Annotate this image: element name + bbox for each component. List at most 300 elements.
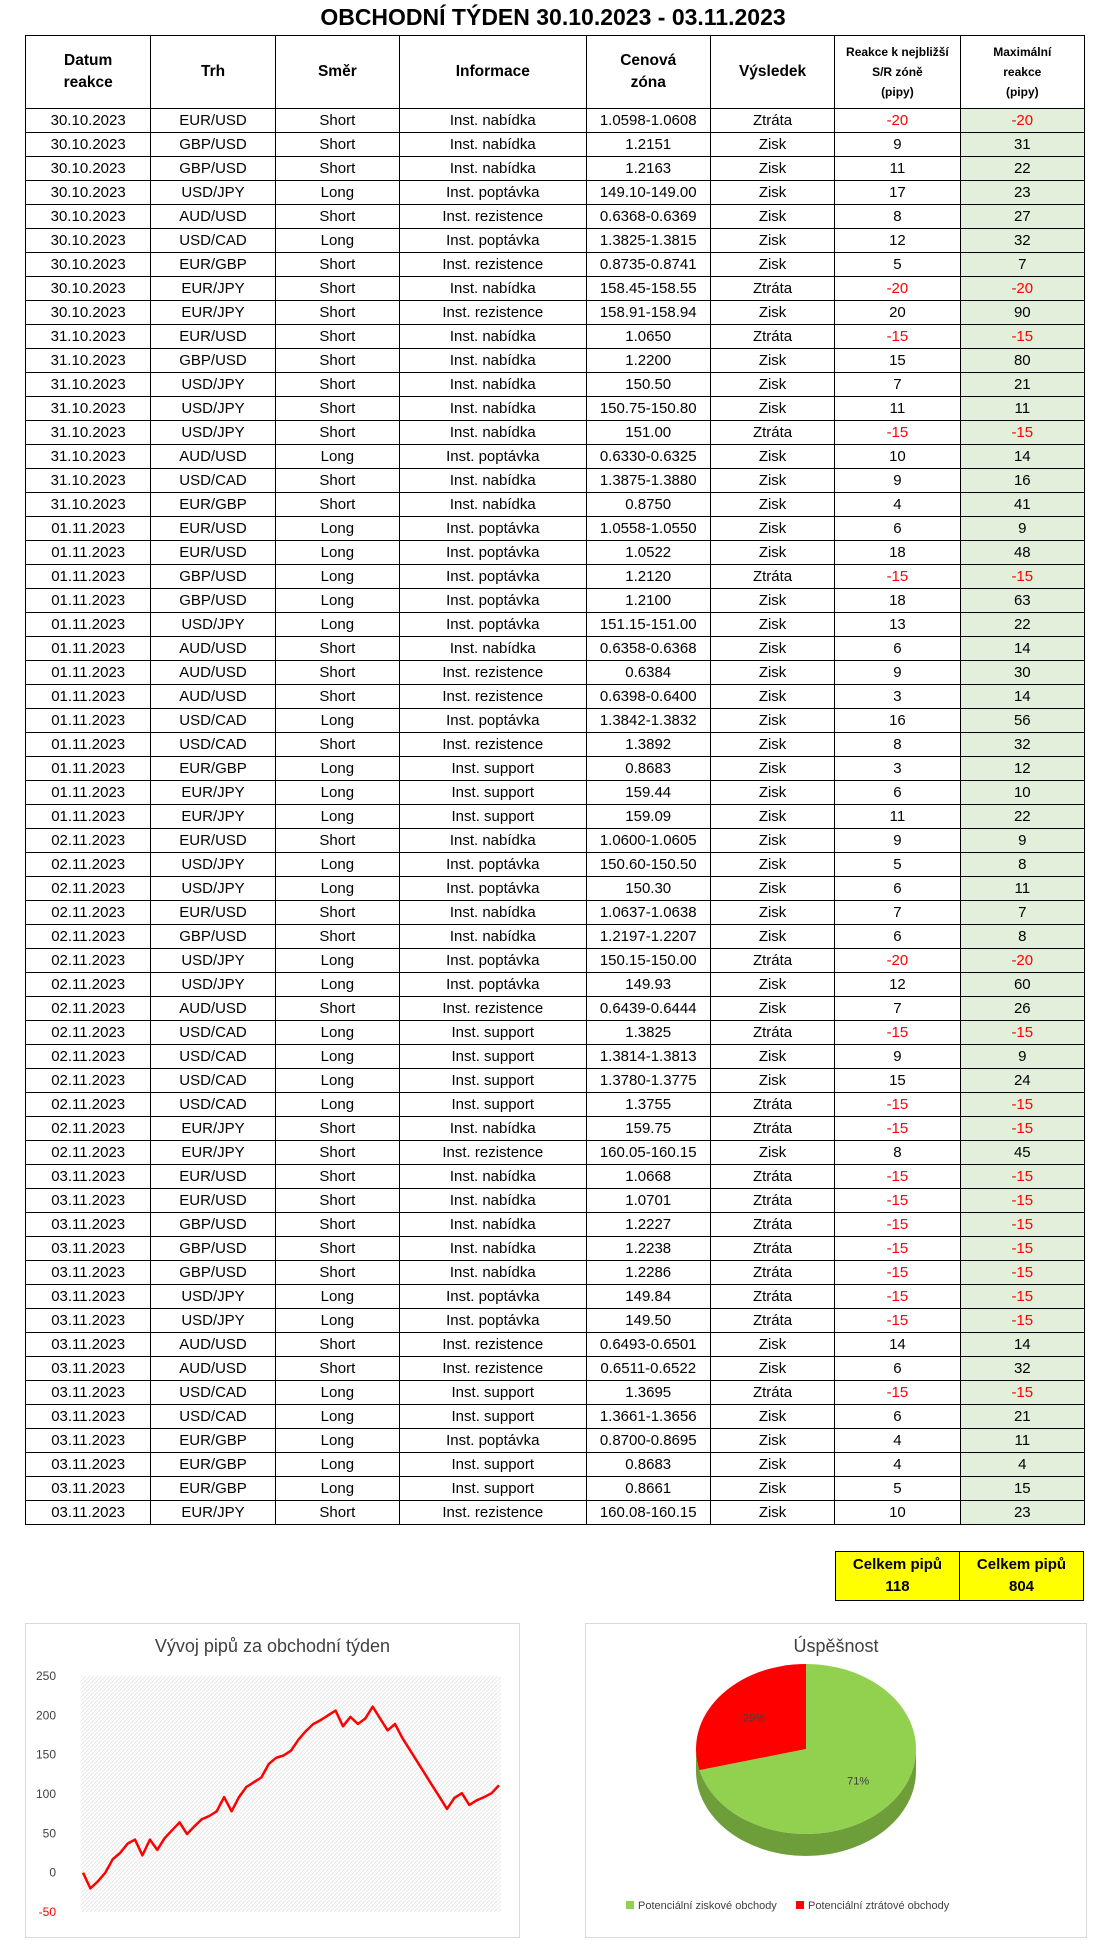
date-cell: 02.11.2023	[26, 997, 151, 1021]
reaction-cell: 5	[835, 853, 960, 877]
direction-cell: Long	[275, 973, 399, 997]
max-reaction-cell: 8	[960, 925, 1084, 949]
info-cell: Inst. rezistence	[400, 733, 587, 757]
price-zone-cell: 150.30	[586, 877, 710, 901]
market-cell: GBP/USD	[151, 133, 275, 157]
max-reaction-cell: 4	[960, 1453, 1084, 1477]
table-row	[26, 565, 1085, 589]
result-cell: Zisk	[710, 829, 834, 853]
totals-table	[835, 1551, 1084, 1601]
price-zone-cell: 1.3814-1.3813	[586, 1045, 710, 1069]
max-reaction-cell: 7	[960, 253, 1084, 277]
table-row	[26, 1021, 1085, 1045]
info-cell: Inst. poptávka	[400, 853, 587, 877]
direction-cell: Short	[275, 157, 399, 181]
market-cell: EUR/GBP	[151, 757, 275, 781]
market-cell: EUR/GBP	[151, 253, 275, 277]
market-cell: EUR/USD	[151, 1189, 275, 1213]
result-cell: Ztráta	[710, 325, 834, 349]
reaction-cell: 15	[835, 349, 960, 373]
result-cell: Zisk	[710, 181, 834, 205]
reaction-cell: 11	[835, 397, 960, 421]
direction-cell: Long	[275, 805, 399, 829]
price-zone-cell: 159.75	[586, 1117, 710, 1141]
result-cell: Zisk	[710, 1357, 834, 1381]
header-result: Výsledek	[710, 36, 834, 109]
info-cell: Inst. poptávka	[400, 973, 587, 997]
market-cell: USD/CAD	[151, 1093, 275, 1117]
reaction-cell: -15	[835, 1237, 960, 1261]
info-cell: Inst. nabídka	[400, 829, 587, 853]
direction-cell: Short	[275, 1117, 399, 1141]
price-zone-cell: 158.45-158.55	[586, 277, 710, 301]
table-row	[26, 613, 1085, 637]
info-cell: Inst. rezistence	[400, 1357, 587, 1381]
market-cell: USD/JPY	[151, 877, 275, 901]
info-cell: Inst. support	[400, 1069, 587, 1093]
price-zone-cell: 0.6511-0.6522	[586, 1357, 710, 1381]
pie-slice-label: 29%	[742, 1712, 765, 1725]
result-cell: Zisk	[710, 1453, 834, 1477]
max-reaction-cell: 16	[960, 469, 1084, 493]
table-row	[26, 1237, 1085, 1261]
reaction-cell: 13	[835, 613, 960, 637]
info-cell: Inst. nabídka	[400, 109, 587, 133]
direction-cell: Short	[275, 469, 399, 493]
date-cell: 02.11.2023	[26, 949, 151, 973]
result-cell: Zisk	[710, 1477, 834, 1501]
price-zone-cell: 1.0668	[586, 1165, 710, 1189]
result-cell: Ztráta	[710, 1237, 834, 1261]
info-cell: Inst. rezistence	[400, 685, 587, 709]
direction-cell: Long	[275, 445, 399, 469]
reaction-cell: 6	[835, 1405, 960, 1429]
price-zone-cell: 0.6368-0.6369	[586, 205, 710, 229]
price-zone-cell: 1.3661-1.3656	[586, 1405, 710, 1429]
max-reaction-cell: -15	[960, 421, 1084, 445]
table-row	[26, 853, 1085, 877]
y-tick-label: 0	[49, 1865, 56, 1880]
reaction-cell: -20	[835, 277, 960, 301]
market-cell: USD/JPY	[151, 853, 275, 877]
max-reaction-cell: 12	[960, 757, 1084, 781]
table-row	[26, 781, 1085, 805]
market-cell: EUR/GBP	[151, 1477, 275, 1501]
market-cell: EUR/GBP	[151, 1453, 275, 1477]
price-zone-cell: 1.2120	[586, 565, 710, 589]
direction-cell: Long	[275, 1429, 399, 1453]
max-reaction-cell: 60	[960, 973, 1084, 997]
date-cell: 31.10.2023	[26, 373, 151, 397]
direction-cell: Long	[275, 613, 399, 637]
y-tick-label: 100	[35, 1787, 56, 1801]
result-cell: Ztráta	[710, 1117, 834, 1141]
result-cell: Zisk	[710, 157, 834, 181]
market-cell: AUD/USD	[151, 205, 275, 229]
direction-cell: Short	[275, 109, 399, 133]
info-cell: Inst. support	[400, 757, 587, 781]
direction-cell: Long	[275, 1309, 399, 1333]
table-row	[26, 1093, 1085, 1117]
reaction-cell: 9	[835, 661, 960, 685]
header-info: Informace	[400, 36, 587, 109]
max-reaction-cell: 11	[960, 877, 1084, 901]
reaction-cell: 6	[835, 781, 960, 805]
result-cell: Ztráta	[710, 1093, 834, 1117]
max-reaction-cell: -15	[960, 1285, 1084, 1309]
market-cell: GBP/USD	[151, 1237, 275, 1261]
direction-cell: Short	[275, 637, 399, 661]
result-cell: Ztráta	[710, 109, 834, 133]
price-zone-cell: 1.3755	[586, 1093, 710, 1117]
market-cell: EUR/USD	[151, 829, 275, 853]
price-zone-cell: 1.2151	[586, 133, 710, 157]
date-cell: 30.10.2023	[26, 157, 151, 181]
direction-cell: Long	[275, 1021, 399, 1045]
reaction-cell: 16	[835, 709, 960, 733]
reaction-cell: 9	[835, 469, 960, 493]
report-title: OBCHODNÍ TÝDEN 30.10.2023 - 03.11.2023	[320, 4, 786, 30]
max-reaction-cell: 31	[960, 133, 1084, 157]
info-cell: Inst. nabídka	[400, 469, 587, 493]
info-cell: Inst. poptávka	[400, 877, 587, 901]
date-cell: 01.11.2023	[26, 757, 151, 781]
max-reaction-cell: 14	[960, 1333, 1084, 1357]
table-row	[26, 997, 1085, 1021]
direction-cell: Short	[275, 1213, 399, 1237]
price-zone-cell: 1.2286	[586, 1261, 710, 1285]
date-cell: 02.11.2023	[26, 877, 151, 901]
pie-chart	[585, 1623, 1087, 1938]
max-reaction-cell: 45	[960, 1141, 1084, 1165]
reaction-cell: -15	[835, 1093, 960, 1117]
market-cell: GBP/USD	[151, 157, 275, 181]
direction-cell: Long	[275, 1453, 399, 1477]
result-cell: Zisk	[710, 637, 834, 661]
market-cell: EUR/GBP	[151, 1429, 275, 1453]
result-cell: Zisk	[710, 541, 834, 565]
price-zone-cell: 1.3875-1.3880	[586, 469, 710, 493]
direction-cell: Long	[275, 181, 399, 205]
price-zone-cell: 1.3825-1.3815	[586, 229, 710, 253]
legend-swatch	[626, 1901, 634, 1909]
price-zone-cell: 149.93	[586, 973, 710, 997]
direction-cell: Short	[275, 733, 399, 757]
table-row	[26, 1141, 1085, 1165]
date-cell: 30.10.2023	[26, 109, 151, 133]
max-reaction-cell: 14	[960, 685, 1084, 709]
market-cell: USD/JPY	[151, 421, 275, 445]
max-reaction-cell: -15	[960, 325, 1084, 349]
reaction-cell: -15	[835, 1213, 960, 1237]
reaction-cell: 11	[835, 805, 960, 829]
table-row	[26, 1213, 1085, 1237]
header-price-zone: Cenová zóna	[586, 36, 710, 109]
direction-cell: Short	[275, 253, 399, 277]
max-reaction-cell: 9	[960, 517, 1084, 541]
date-cell: 01.11.2023	[26, 661, 151, 685]
result-cell: Zisk	[710, 133, 834, 157]
reaction-cell: 6	[835, 637, 960, 661]
info-cell: Inst. poptávka	[400, 709, 587, 733]
max-reaction-cell: 90	[960, 301, 1084, 325]
info-cell: Inst. poptávka	[400, 949, 587, 973]
max-reaction-cell: 22	[960, 613, 1084, 637]
market-cell: USD/JPY	[151, 949, 275, 973]
table-row	[26, 1285, 1085, 1309]
reaction-cell: 6	[835, 877, 960, 901]
info-cell: Inst. nabídka	[400, 157, 587, 181]
legend-label: Potenciální ziskové obchody	[638, 1900, 777, 1912]
reaction-cell: -20	[835, 109, 960, 133]
result-cell: Zisk	[710, 757, 834, 781]
price-zone-cell: 0.6398-0.6400	[586, 685, 710, 709]
market-cell: EUR/JPY	[151, 1117, 275, 1141]
reaction-cell: 3	[835, 685, 960, 709]
max-reaction-cell: 24	[960, 1069, 1084, 1093]
table-row	[26, 181, 1085, 205]
table-row	[26, 541, 1085, 565]
result-cell: Zisk	[710, 973, 834, 997]
max-reaction-cell: 80	[960, 349, 1084, 373]
info-cell: Inst. nabídka	[400, 901, 587, 925]
price-zone-cell: 0.6384	[586, 661, 710, 685]
result-cell: Zisk	[710, 229, 834, 253]
direction-cell: Long	[275, 709, 399, 733]
date-cell: 02.11.2023	[26, 1093, 151, 1117]
direction-cell: Long	[275, 853, 399, 877]
max-reaction-cell: 23	[960, 181, 1084, 205]
table-row	[26, 157, 1085, 181]
info-cell: Inst. poptávka	[400, 517, 587, 541]
max-reaction-cell: 56	[960, 709, 1084, 733]
max-reaction-cell: 9	[960, 829, 1084, 853]
max-reaction-cell: 14	[960, 637, 1084, 661]
max-reaction-cell: 8	[960, 853, 1084, 877]
max-reaction-cell: -15	[960, 1261, 1084, 1285]
reaction-cell: 8	[835, 733, 960, 757]
max-reaction-cell: 11	[960, 1429, 1084, 1453]
max-reaction-cell: -20	[960, 109, 1084, 133]
direction-cell: Long	[275, 517, 399, 541]
info-cell: Inst. nabídka	[400, 925, 587, 949]
direction-cell: Short	[275, 133, 399, 157]
result-cell: Zisk	[710, 373, 834, 397]
date-cell: 30.10.2023	[26, 181, 151, 205]
result-cell: Ztráta	[710, 1165, 834, 1189]
reaction-cell: -15	[835, 1021, 960, 1045]
price-zone-cell: 1.3892	[586, 733, 710, 757]
direction-cell: Long	[275, 1381, 399, 1405]
price-zone-cell: 149.10-149.00	[586, 181, 710, 205]
result-cell: Zisk	[710, 925, 834, 949]
market-cell: USD/JPY	[151, 181, 275, 205]
info-cell: Inst. nabídka	[400, 1189, 587, 1213]
result-cell: Zisk	[710, 901, 834, 925]
header-reaction: Reakce k nejbližší S/R zóně (pipy)	[835, 36, 960, 109]
table-row	[26, 757, 1085, 781]
result-cell: Zisk	[710, 1405, 834, 1429]
reaction-cell: 7	[835, 901, 960, 925]
date-cell: 03.11.2023	[26, 1501, 151, 1525]
date-cell: 31.10.2023	[26, 445, 151, 469]
date-cell: 01.11.2023	[26, 541, 151, 565]
table-row	[26, 1261, 1085, 1285]
max-reaction-cell: 22	[960, 805, 1084, 829]
result-cell: Zisk	[710, 877, 834, 901]
table-row	[26, 301, 1085, 325]
max-reaction-cell: -20	[960, 949, 1084, 973]
market-cell: EUR/USD	[151, 1165, 275, 1189]
legend-label: Potenciální ztrátové obchody	[808, 1900, 950, 1912]
market-cell: USD/CAD	[151, 1381, 275, 1405]
max-reaction-cell: 26	[960, 997, 1084, 1021]
table-row	[26, 637, 1085, 661]
info-cell: Inst. nabídka	[400, 1165, 587, 1189]
price-zone-cell: 158.91-158.94	[586, 301, 710, 325]
market-cell: AUD/USD	[151, 685, 275, 709]
market-cell: AUD/USD	[151, 1333, 275, 1357]
direction-cell: Short	[275, 925, 399, 949]
price-zone-cell: 150.60-150.50	[586, 853, 710, 877]
info-cell: Inst. poptávka	[400, 1285, 587, 1309]
price-zone-cell: 0.8735-0.8741	[586, 253, 710, 277]
table-row	[26, 1429, 1085, 1453]
max-reaction-cell: -15	[960, 1021, 1084, 1045]
date-cell: 30.10.2023	[26, 229, 151, 253]
date-cell: 03.11.2023	[26, 1381, 151, 1405]
reaction-cell: 3	[835, 757, 960, 781]
market-cell: USD/JPY	[151, 373, 275, 397]
max-reaction-cell: 32	[960, 229, 1084, 253]
price-zone-cell: 0.6493-0.6501	[586, 1333, 710, 1357]
direction-cell: Short	[275, 1141, 399, 1165]
date-cell: 02.11.2023	[26, 925, 151, 949]
header-market: Trh	[151, 36, 275, 109]
result-cell: Ztráta	[710, 277, 834, 301]
price-zone-cell: 150.50	[586, 373, 710, 397]
info-cell: Inst. support	[400, 1477, 587, 1501]
date-cell: 02.11.2023	[26, 853, 151, 877]
table-row	[26, 325, 1085, 349]
direction-cell: Short	[275, 1501, 399, 1525]
reaction-cell: 20	[835, 301, 960, 325]
info-cell: Inst. poptávka	[400, 229, 587, 253]
table-row	[26, 829, 1085, 853]
table-row	[26, 1381, 1085, 1405]
table-row	[26, 421, 1085, 445]
price-zone-cell: 1.0522	[586, 541, 710, 565]
table-row	[26, 133, 1085, 157]
date-cell: 31.10.2023	[26, 325, 151, 349]
max-reaction-cell: 7	[960, 901, 1084, 925]
pie-chart-title: Úspěšnost	[793, 1636, 879, 1656]
market-cell: GBP/USD	[151, 565, 275, 589]
reaction-cell: 6	[835, 517, 960, 541]
header-row	[26, 36, 1085, 109]
max-reaction-cell: -15	[960, 1189, 1084, 1213]
table-row	[26, 109, 1085, 133]
line-chart-title: Vývoj pipů za obchodní týden	[154, 1636, 391, 1656]
reaction-cell: 18	[835, 541, 960, 565]
market-cell: GBP/USD	[151, 1213, 275, 1237]
y-tick-label: 150	[35, 1747, 56, 1762]
price-zone-cell: 1.2100	[586, 589, 710, 613]
reaction-cell: -15	[835, 1189, 960, 1213]
reaction-cell: 4	[835, 1453, 960, 1477]
reaction-cell: 9	[835, 1045, 960, 1069]
header-date: Datum reakce	[26, 36, 151, 109]
direction-cell: Short	[275, 1333, 399, 1357]
reaction-cell: -15	[835, 1309, 960, 1333]
result-cell: Zisk	[710, 493, 834, 517]
result-cell: Zisk	[710, 445, 834, 469]
y-tick-label: 250	[35, 1669, 56, 1683]
table-row	[26, 925, 1085, 949]
max-reaction-cell: -15	[960, 1117, 1084, 1141]
total-reaction-cell: Celkem pipů 118	[836, 1552, 960, 1601]
info-cell: Inst. rezistence	[400, 301, 587, 325]
result-cell: Zisk	[710, 1429, 834, 1453]
result-cell: Ztráta	[710, 1309, 834, 1333]
result-cell: Zisk	[710, 349, 834, 373]
price-zone-cell: 0.8750	[586, 493, 710, 517]
price-zone-cell: 1.2163	[586, 157, 710, 181]
result-cell: Zisk	[710, 301, 834, 325]
market-cell: EUR/GBP	[151, 493, 275, 517]
table-row	[26, 1189, 1085, 1213]
direction-cell: Long	[275, 1285, 399, 1309]
price-zone-cell: 149.84	[586, 1285, 710, 1309]
max-reaction-cell: -15	[960, 1165, 1084, 1189]
info-cell: Inst. nabídka	[400, 1261, 587, 1285]
max-reaction-cell: 11	[960, 397, 1084, 421]
reaction-cell: 10	[835, 445, 960, 469]
result-cell: Zisk	[710, 469, 834, 493]
trades-table	[25, 35, 1085, 1525]
table-row	[26, 661, 1085, 685]
market-cell: USD/CAD	[151, 469, 275, 493]
info-cell: Inst. rezistence	[400, 253, 587, 277]
result-cell: Zisk	[710, 1501, 834, 1525]
result-cell: Zisk	[710, 1333, 834, 1357]
info-cell: Inst. poptávka	[400, 1429, 587, 1453]
table-row	[26, 1165, 1085, 1189]
table-row	[26, 877, 1085, 901]
info-cell: Inst. rezistence	[400, 1501, 587, 1525]
date-cell: 01.11.2023	[26, 637, 151, 661]
price-zone-cell: 0.8683	[586, 757, 710, 781]
max-reaction-cell: 21	[960, 1405, 1084, 1429]
result-cell: Zisk	[710, 1069, 834, 1093]
market-cell: USD/CAD	[151, 1069, 275, 1093]
price-zone-cell: 160.05-160.15	[586, 1141, 710, 1165]
reaction-cell: 8	[835, 205, 960, 229]
direction-cell: Long	[275, 565, 399, 589]
market-cell: EUR/USD	[151, 325, 275, 349]
result-cell: Zisk	[710, 997, 834, 1021]
direction-cell: Short	[275, 421, 399, 445]
max-reaction-cell: 14	[960, 445, 1084, 469]
reaction-cell: 9	[835, 829, 960, 853]
date-cell: 30.10.2023	[26, 205, 151, 229]
reaction-cell: -15	[835, 421, 960, 445]
result-cell: Ztráta	[710, 565, 834, 589]
y-tick-label: 200	[35, 1708, 56, 1723]
date-cell: 03.11.2023	[26, 1189, 151, 1213]
table-row	[26, 1309, 1085, 1333]
info-cell: Inst. nabídka	[400, 133, 587, 157]
